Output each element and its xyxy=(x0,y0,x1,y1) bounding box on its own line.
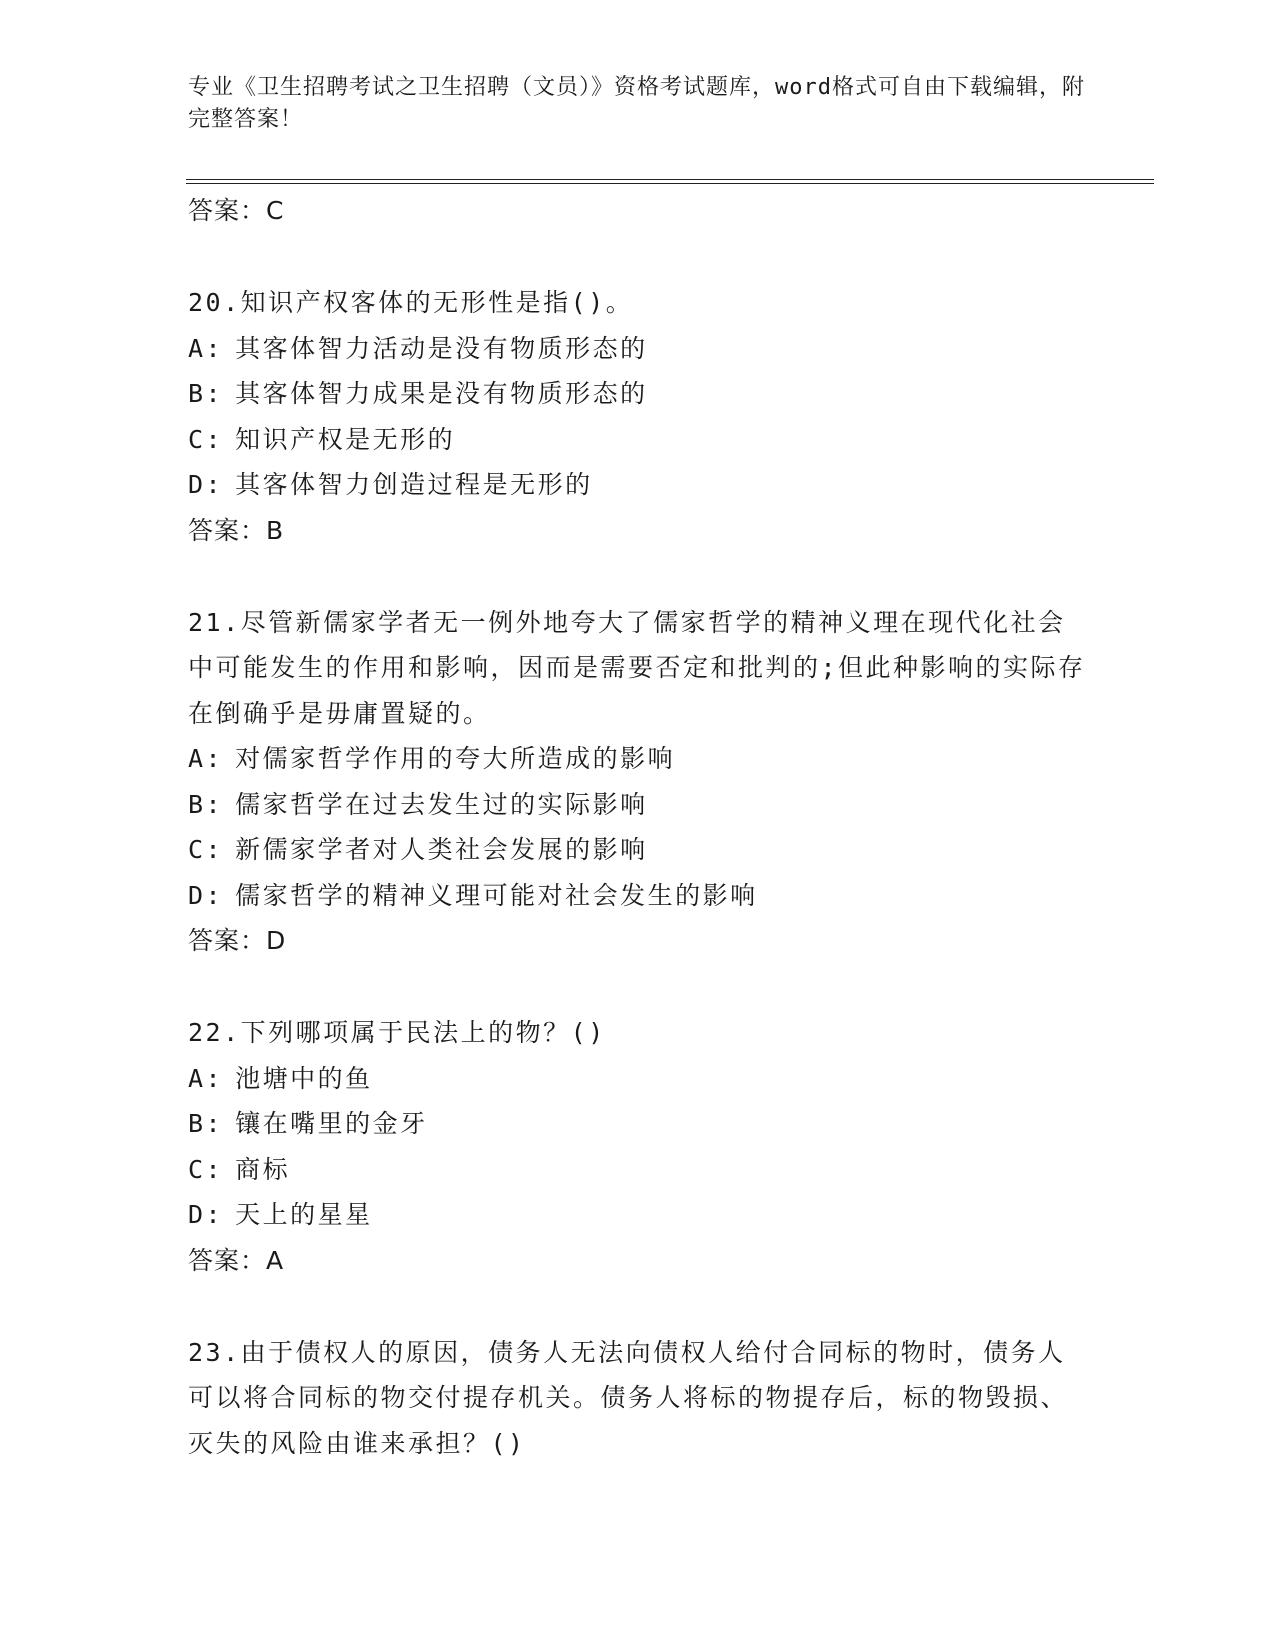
option-d xyxy=(188,873,1088,919)
option-tag: A: xyxy=(188,333,224,363)
option-b xyxy=(188,1101,1088,1147)
option-tag: A: xyxy=(188,744,224,773)
option-text: 镶在嘴里的金牙 xyxy=(235,1109,428,1138)
question-list xyxy=(188,188,1088,1466)
option-a xyxy=(188,1056,1088,1102)
previous-answer: 答案：C xyxy=(188,196,285,225)
option-tag: C: xyxy=(188,424,224,454)
option-c xyxy=(188,1147,1088,1193)
answer-line: 答案：A xyxy=(188,1245,285,1275)
option-text: 儒家哲学的精神义理可能对社会发生的影响 xyxy=(235,880,758,910)
question-23 xyxy=(188,1330,1088,1467)
question-stem: 20.知识产权客体的无形性是指()。 xyxy=(188,288,634,317)
option-tag: D: xyxy=(188,1200,224,1229)
option-text: 儒家哲学在过去发生过的实际影响 xyxy=(235,789,648,819)
option-c xyxy=(188,827,1088,873)
question-stem: 21.尽管新儒家学者无一例外地夸大了儒家哲学的精神义理在现代化社会中可能发生的作用和影响，因而是需要否定和批判的;但此种影响的实际存在倒确乎是毋庸置疑的。 xyxy=(188,607,1086,728)
option-c xyxy=(188,417,1088,463)
option-tag: B: xyxy=(188,1109,224,1138)
question-stem: 22.下列哪项属于民法上的物？() xyxy=(188,1018,606,1047)
option-tag: A: xyxy=(188,1063,224,1093)
option-text: 天上的星星 xyxy=(235,1200,373,1229)
option-tag: C: xyxy=(188,1154,224,1184)
question-22 xyxy=(188,1010,1088,1283)
option-text: 其客体智力创造过程是无形的 xyxy=(235,470,593,499)
answer-line: 答案：B xyxy=(188,515,285,545)
header-divider-bottom xyxy=(186,183,1154,184)
option-tag: B: xyxy=(188,789,224,819)
option-tag: C: xyxy=(188,835,224,864)
option-text: 知识产权是无形的 xyxy=(235,424,456,454)
option-tag: B: xyxy=(188,379,224,408)
option-d xyxy=(188,462,1088,508)
option-d xyxy=(188,1192,1088,1238)
answer-line: 答案：D xyxy=(188,926,287,955)
option-a xyxy=(188,326,1088,372)
option-a xyxy=(188,736,1088,782)
option-b xyxy=(188,782,1088,828)
question-21 xyxy=(188,600,1088,964)
option-text: 商标 xyxy=(235,1154,291,1184)
option-tag: D: xyxy=(188,470,224,499)
document-header xyxy=(188,72,1088,136)
option-tag: D: xyxy=(188,880,224,910)
option-text: 其客体智力活动是没有物质形态的 xyxy=(235,333,648,363)
header-divider-top xyxy=(186,179,1154,180)
option-text: 新儒家学者对人类社会发展的影响 xyxy=(235,835,648,864)
header-text: 专业《卫生招聘考试之卫生招聘（文员）》资格考试题库，word格式可自由下载编辑，附完整答案！ xyxy=(188,75,1085,132)
question-20 xyxy=(188,280,1088,553)
question-stem: 23.由于债权人的原因，债务人无法向债权人给付合同标的物时，债务人可以将合同标的物交付提存机关。债务人将标的物提存后，标的物毁损、灭失的风险由谁来承担？() xyxy=(188,1337,1069,1458)
option-b xyxy=(188,371,1088,417)
option-text: 其客体智力成果是没有物质形态的 xyxy=(235,379,648,408)
option-text: 对儒家哲学作用的夸大所造成的影响 xyxy=(235,744,676,773)
option-text: 池塘中的鱼 xyxy=(235,1063,373,1093)
